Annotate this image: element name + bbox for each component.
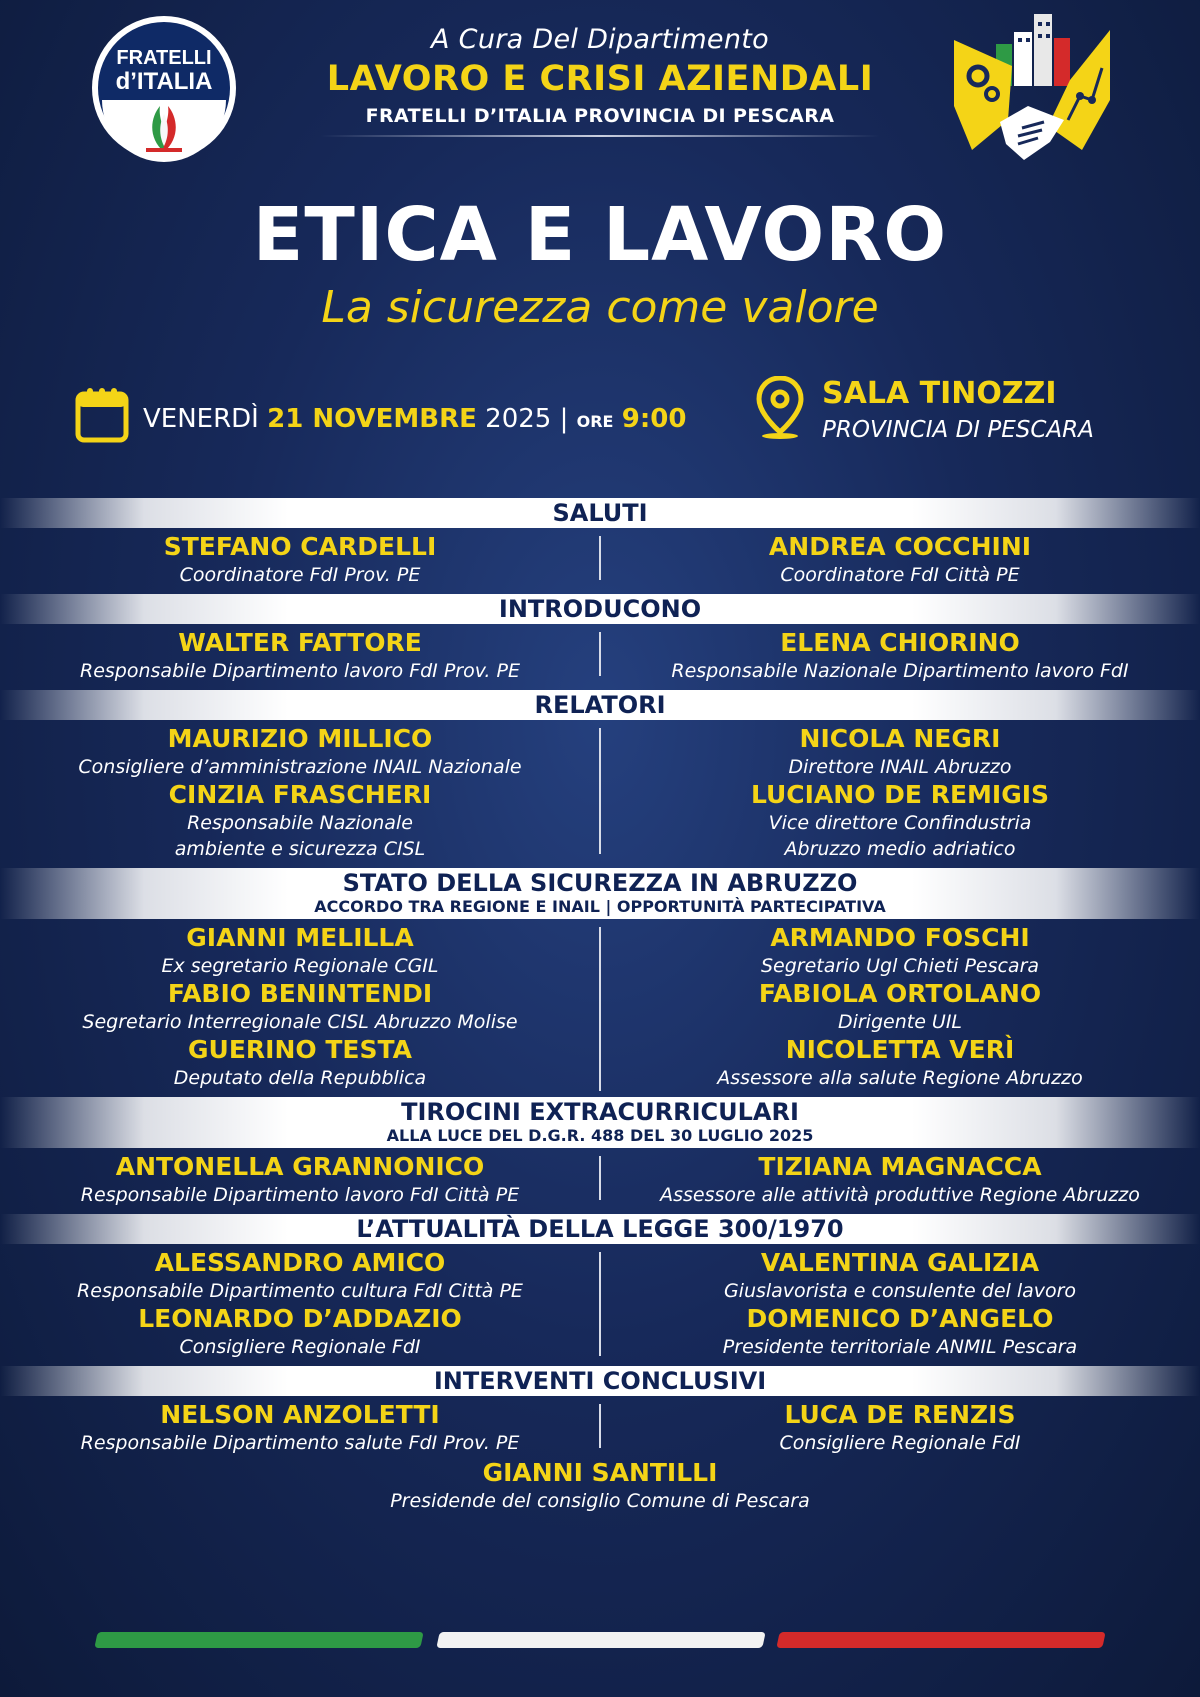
speaker-role: Responsabile Dipartimento lavoro FdI Città PE bbox=[80, 1184, 520, 1206]
speaker-role: Dirigente UIL bbox=[837, 1011, 963, 1033]
speaker-name: ANDREA COCCHINI bbox=[768, 532, 1032, 561]
speaker-role: Responsabile Nazionale Dipartimento lavoro FdI bbox=[671, 660, 1129, 682]
speaker-role-line2: ambiente e sicurezza CISL bbox=[174, 838, 426, 860]
speaker-role: Deputato della Repubblica bbox=[173, 1067, 427, 1089]
section-header-saluti bbox=[0, 498, 1200, 528]
speaker-role: Consigliere Regionale FdI bbox=[779, 1432, 1021, 1454]
speaker-name: ALESSANDRO AMICO bbox=[154, 1248, 446, 1277]
header bbox=[280, 24, 920, 137]
column-divider bbox=[599, 927, 601, 1091]
department-handshake-logo bbox=[952, 10, 1112, 170]
section-body-interventi-conclusivi bbox=[0, 1396, 1200, 1458]
column-divider bbox=[599, 1404, 601, 1448]
organization-name: FRATELLI D’ITALIA PROVINCIA DI PESCARA bbox=[365, 105, 835, 127]
header-divider bbox=[320, 135, 880, 137]
event-subtitle: La sicurezza come valore bbox=[321, 282, 879, 333]
speaker-name: FABIO BENINTENDI bbox=[167, 979, 433, 1008]
column-divider bbox=[599, 1252, 601, 1356]
flag-stroke-red bbox=[776, 1632, 1105, 1648]
section-subtitle: ALLA LUCE DEL D.G.R. 488 DEL 30 LUGLIO 2025 bbox=[386, 1126, 814, 1145]
event-time: 9:00 bbox=[621, 403, 687, 434]
speaker-role: Segretario Ugl Chieti Pescara bbox=[760, 955, 1040, 977]
speaker-name: ANTONELLA GRANNONICO bbox=[115, 1152, 485, 1181]
speaker-name: VALENTINA GALIZIA bbox=[760, 1248, 1040, 1277]
speaker-role: Assessore alle attività produttive Regione Abruzzo bbox=[660, 1184, 1140, 1206]
speaker-role: Vice direttore Confindustria bbox=[768, 812, 1032, 834]
section-title: L’ATTUALITÀ DELLA LEGGE 300/1970 bbox=[356, 1215, 844, 1243]
section-title: INTRODUCONO bbox=[498, 595, 702, 623]
speaker-name: NELSON ANZOLETTI bbox=[160, 1400, 440, 1429]
speaker-role: Consigliere Regionale FdI bbox=[179, 1336, 421, 1358]
speaker-name: NICOLA NEGRI bbox=[799, 724, 1001, 753]
time-label: ORE bbox=[576, 411, 614, 431]
closing-speaker bbox=[0, 1458, 1200, 1514]
speaker-name: ARMANDO FOSCHI bbox=[770, 923, 1030, 952]
curated-by-text: A Cura Del Dipartimento bbox=[431, 24, 769, 55]
speaker-name: LEONARDO D’ADDAZIO bbox=[138, 1304, 462, 1333]
event-day: VENERDÌ bbox=[143, 403, 259, 434]
event-datetime bbox=[75, 386, 686, 451]
section-body-tirocini bbox=[0, 1148, 1200, 1214]
speaker-role: Segretario Interregionale CISL Abruzzo Molise bbox=[82, 1011, 518, 1033]
logo-text-line2: d’ITALIA bbox=[115, 68, 213, 95]
speaker-name: GIANNI SANTILLI bbox=[482, 1458, 718, 1487]
speaker-name: TIZIANA MAGNACCA bbox=[758, 1152, 1042, 1181]
section-body-introducono bbox=[0, 624, 1200, 690]
section-title: INTERVENTI CONCLUSIVI bbox=[433, 1367, 767, 1395]
speaker-name: LUCIANO DE REMIGIS bbox=[750, 780, 1050, 809]
section-body-relatori bbox=[0, 720, 1200, 868]
section-title: TIROCINI EXTRACURRICULARI bbox=[401, 1098, 799, 1126]
section-subtitle: ACCORDO TRA REGIONE E INAIL | OPPORTUNITÀ PARTECIPATIVA bbox=[314, 897, 886, 916]
column-divider bbox=[599, 632, 601, 676]
event-date: 21 NOVEMBRE bbox=[267, 403, 477, 434]
speaker-name: ELENA CHIORINO bbox=[780, 628, 1020, 657]
section-header-stato-sicurezza bbox=[0, 868, 1200, 919]
speaker-role: Presidende del consiglio Comune di Pescara bbox=[390, 1490, 810, 1512]
speaker-name: LUCA DE RENZIS bbox=[784, 1400, 1016, 1429]
event-location bbox=[756, 376, 1094, 444]
venue-name: SALA TINOZZI bbox=[822, 376, 1057, 411]
speaker-name: GUERINO TESTA bbox=[188, 1035, 412, 1064]
flag-stroke-green bbox=[94, 1632, 423, 1648]
speaker-name: FABIOLA ORTOLANO bbox=[758, 979, 1042, 1008]
calendar-icon bbox=[75, 386, 129, 451]
speaker-name: STEFANO CARDELLI bbox=[163, 532, 437, 561]
speaker-name: NICOLETTA VERÌ bbox=[785, 1035, 1015, 1064]
speaker-role: Direttore INAIL Abruzzo bbox=[788, 756, 1012, 778]
flag-stroke-white bbox=[436, 1632, 765, 1648]
section-body-stato-sicurezza bbox=[0, 919, 1200, 1097]
speaker-role: Presidente territoriale ANMIL Pescara bbox=[722, 1336, 1078, 1358]
event-title: ETICA E LAVORO bbox=[252, 192, 948, 278]
speaker-role: Responsabile Dipartimento lavoro FdI Prov. PE bbox=[80, 660, 520, 682]
speaker-role: Responsabile Dipartimento cultura FdI Città PE bbox=[77, 1280, 523, 1302]
speaker-role: Assessore alla salute Regione Abruzzo bbox=[717, 1067, 1083, 1089]
section-body-legge-300 bbox=[0, 1244, 1200, 1366]
speaker-role: Giuslavorista e consulente del lavoro bbox=[723, 1280, 1077, 1302]
speaker-name: GIANNI MELILLA bbox=[186, 923, 414, 952]
section-header-interventi-conclusivi bbox=[0, 1366, 1200, 1396]
section-title: RELATORI bbox=[534, 691, 666, 719]
event-year: 2025 | bbox=[485, 403, 569, 434]
section-title: STATO DELLA SICUREZZA IN ABRUZZO bbox=[342, 869, 858, 897]
location-pin-icon bbox=[756, 376, 804, 444]
speaker-role-line2: Abruzzo medio adriatico bbox=[784, 838, 1016, 860]
speaker-role: Coordinatore FdI Città PE bbox=[780, 564, 1020, 586]
fratelli-ditalia-logo bbox=[90, 14, 238, 162]
column-divider bbox=[599, 536, 601, 580]
section-header-introducono bbox=[0, 594, 1200, 624]
speaker-name: WALTER FATTORE bbox=[178, 628, 422, 657]
column-divider bbox=[599, 1156, 601, 1200]
section-header-tirocini bbox=[0, 1097, 1200, 1148]
speaker-name: DOMENICO D’ANGELO bbox=[746, 1304, 1054, 1333]
section-header-legge-300 bbox=[0, 1214, 1200, 1244]
speaker-name: MAURIZIO MILLICO bbox=[167, 724, 433, 753]
logo-text-line1: FRATELLI bbox=[116, 47, 212, 69]
speaker-role: Coordinatore FdI Prov. PE bbox=[179, 564, 421, 586]
speaker-role: Consigliere d’amministrazione INAIL Nazionale bbox=[78, 756, 522, 778]
speaker-role: Ex segretario Regionale CGIL bbox=[161, 955, 439, 977]
speaker-role: Responsabile Nazionale bbox=[187, 812, 413, 834]
section-body-saluti bbox=[0, 528, 1200, 594]
venue-subtitle: PROVINCIA DI PESCARA bbox=[822, 417, 1094, 443]
department-name: LAVORO E CRISI AZIENDALI bbox=[326, 59, 874, 99]
speaker-role: Responsabile Dipartimento salute FdI Prov. PE bbox=[80, 1432, 520, 1454]
column-divider bbox=[599, 728, 601, 854]
speaker-name: CINZIA FRASCHERI bbox=[168, 780, 432, 809]
section-title: SALUTI bbox=[552, 499, 648, 527]
program bbox=[0, 498, 1200, 1514]
section-header-relatori bbox=[0, 690, 1200, 720]
